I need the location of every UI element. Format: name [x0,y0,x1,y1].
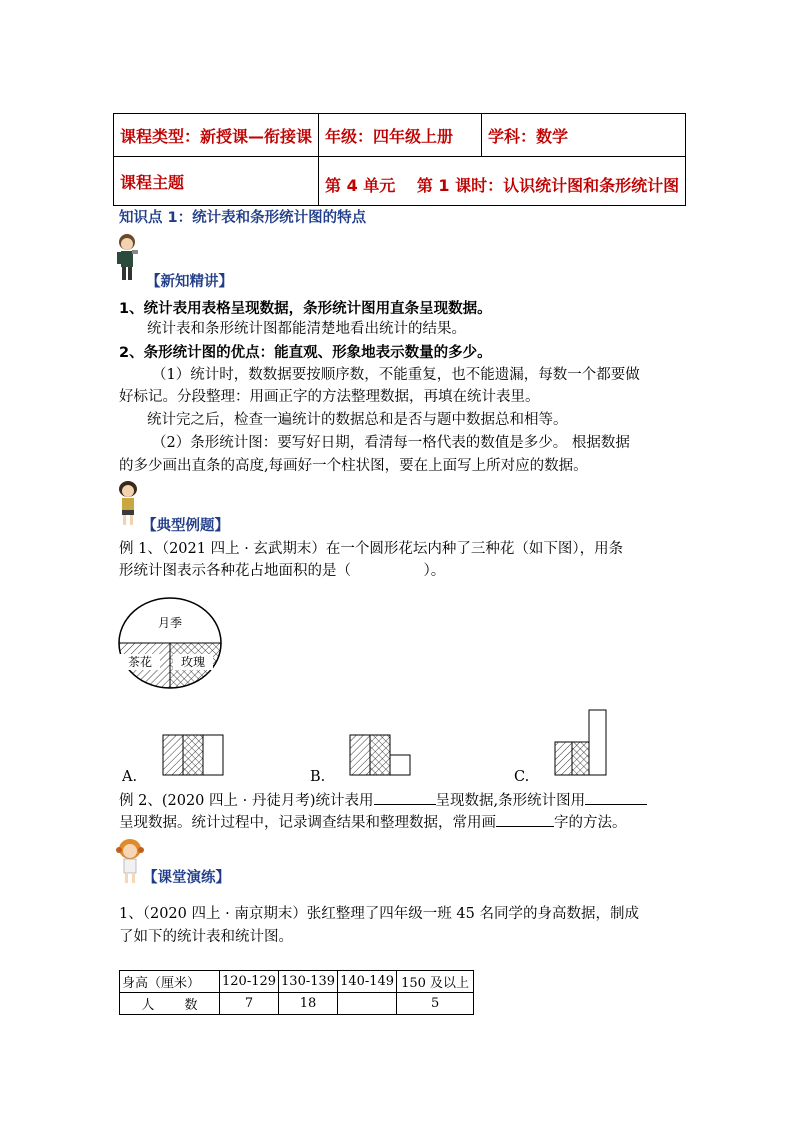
example-2-text-b: 呈现数据,条形统计图用 [435,793,586,809]
point-2b-line1: （2）条形统计图：要写好日期，看清每一格代表的数值是多少。 根据数据 [152,435,630,451]
blank-3[interactable] [496,811,554,827]
section-typical-examples: 【典型例题】 [142,518,229,534]
pie-label-rose: 玫瑰 [180,655,206,669]
point-2a-line1: （1）统计时，数数据要按顺序数，不能重复，也不能遗漏，每数一个都要做 [152,367,640,383]
option-c-bar-2 [572,742,589,775]
option-a-label: A. [122,769,138,785]
course-header-table [113,113,686,206]
topic-label: 课程主题 [114,157,319,206]
option-c-bars [552,706,610,776]
table-cell: 7 [220,993,279,1015]
table-header: 150 及以上 [397,971,474,993]
table-cell-blank[interactable] [338,993,397,1015]
option-a-bar-2 [183,735,203,775]
point-2: 2、条形统计图的优点：能直观、形象地表示数量的多少。 [119,345,492,361]
option-a-bars [160,730,226,776]
course-type: 课程类型：新授课—衔接课 [114,114,319,157]
section-new-knowledge: 【新知精讲】 [146,274,233,290]
option-c-label: C. [514,769,530,785]
question-1-line2: 了如下的统计表和统计图。 [119,929,293,945]
option-a-bar-1 [163,735,183,775]
table-header-row [120,971,474,993]
example-2-text-d: 字的方法。 [554,815,627,831]
student-icon [115,480,141,526]
point-2a-line3: 统计完之后，检查一遍统计的数据总和是否与题中数据总和相等。 [147,412,568,428]
option-b-bar-3 [390,755,410,775]
flower-bed-diagram [117,597,223,689]
table-header: 130-139 [279,971,338,993]
example-2-line2 [119,811,627,834]
knowledge-point-title: 知识点 1：统计表和条形统计图的特点 [119,210,367,226]
table-header: 140-149 [338,971,397,993]
option-b-bar-1 [350,735,370,775]
table-row [120,993,474,1015]
example-2-text-a: 例 2、(2020 四上 · 丹徒月考)统计表用 [119,793,374,809]
pie-label-camellia: 茶花 [127,655,153,669]
table-header: 身高（厘米） [120,971,220,993]
table-cell: 18 [279,993,338,1015]
example-1-line1: 例 1、（2021 四上 · 玄武期末）在一个圆形花坛内种了三种花（如下图），用条 [119,541,624,557]
example-2-line1 [119,789,647,812]
option-c-bar-1 [555,742,572,775]
question-1-line1: 1、（2020 四上 · 南京期末）张红整理了四年级一班 45 名同学的身高数据，制成 [119,906,639,922]
table-cell: 5 [397,993,474,1015]
option-c-bar-3 [589,710,606,775]
blank-1[interactable] [374,789,436,805]
option-b-bar-2 [370,735,390,775]
option-a-bar-3 [203,735,223,775]
example-1-line2: 形统计图表示各种花占地面积的是（ ）。 [119,563,446,579]
section-class-practice: 【课堂演练】 [143,870,230,886]
example-2-text-c: 呈现数据。统计过程中，记录调查结果和整理数据，常用画 [119,815,496,831]
boy-teacher-icon [113,232,141,282]
option-b-label: B. [310,769,326,785]
point-2b-line2: 的多少画出直条的高度,每画好一个柱状图，要在上面写上所对应的数据。 [119,458,588,474]
grade: 年级：四年级上册 [319,114,482,157]
subject: 学科：数学 [482,114,686,157]
point-2a-line2: 好标记。分段整理：用画正字的方法整理数据，再填在统计表里。 [119,389,540,405]
table-row-label: 人 数 [120,993,220,1015]
table-header: 120-129 [220,971,279,993]
topic-value: 第 4 单元 第 1 课时：认识统计图和条形统计图 [319,157,686,206]
girl-student-icon [115,838,145,884]
blank-2[interactable] [585,789,647,805]
pie-label-rose-moon: 月季 [157,616,183,630]
point-1-detail: 统计表和条形统计图都能清楚地看出统计的结果。 [147,321,466,337]
option-b-bars [347,730,413,776]
point-1: 1、统计表用表格呈现数据，条形统计图用直条呈现数据。 [119,301,492,317]
height-data-table [119,970,474,1015]
